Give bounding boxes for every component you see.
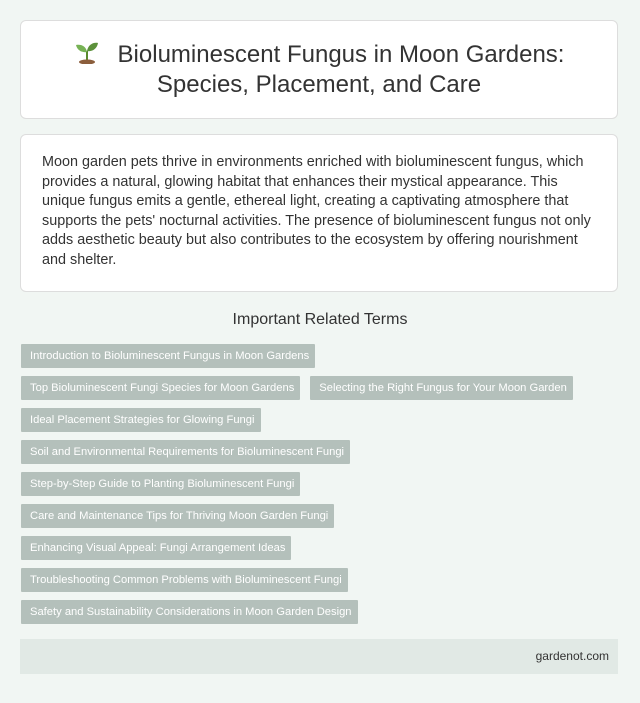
related-term-tag[interactable]: Selecting the Right Fungus for Your Moon Garden <box>310 376 573 400</box>
related-terms-list <box>21 344 621 632</box>
related-term-tag[interactable]: Step-by-Step Guide to Planting Bioluminescent Fungi <box>21 472 300 496</box>
related-terms-heading: Important Related Terms <box>232 311 408 328</box>
page-title <box>59 40 579 100</box>
intro-card <box>20 134 618 292</box>
related-term-tag[interactable]: Safety and Sustainability Considerations in Moon Garden Design <box>21 600 358 624</box>
title-card <box>20 20 618 119</box>
related-term-tag[interactable]: Soil and Environmental Requirements for Bioluminescent Fungi <box>21 440 350 464</box>
related-term-tag[interactable]: Enhancing Visual Appeal: Fungi Arrangement Ideas <box>21 536 291 560</box>
related-term-tag[interactable]: Troubleshooting Common Problems with Bioluminescent Fungi <box>21 568 348 592</box>
footer <box>20 639 618 674</box>
related-term-tag[interactable]: Care and Maintenance Tips for Thriving Moon Garden Fungi <box>21 504 334 528</box>
related-term-tag[interactable]: Introduction to Bioluminescent Fungus in Moon Gardens <box>21 344 315 368</box>
related-term-tag[interactable]: Top Bioluminescent Fungi Species for Moon Gardens <box>21 376 300 400</box>
intro-text: Moon garden pets thrive in environments enriched with bioluminescent fungus, which provides a natural, glowing habitat that enhances their mystical appearance. This unique fungus emits a gentle, ethereal light, creating a captivating atmosphere that supports the pets' nocturnal activities. The presence of bioluminescent fungus not only adds aesthetic beauty but also contributes to the ecosystem by offering nourishment and shelter. <box>42 154 591 268</box>
related-term-tag[interactable]: Ideal Placement Strategies for Glowing Fungi <box>21 408 261 432</box>
sprout-icon <box>74 40 100 64</box>
footer-site-link[interactable]: gardenot.com <box>535 649 609 663</box>
page-title-text: Bioluminescent Fungus in Moon Gardens: Species, Placement, and Care <box>117 40 565 98</box>
